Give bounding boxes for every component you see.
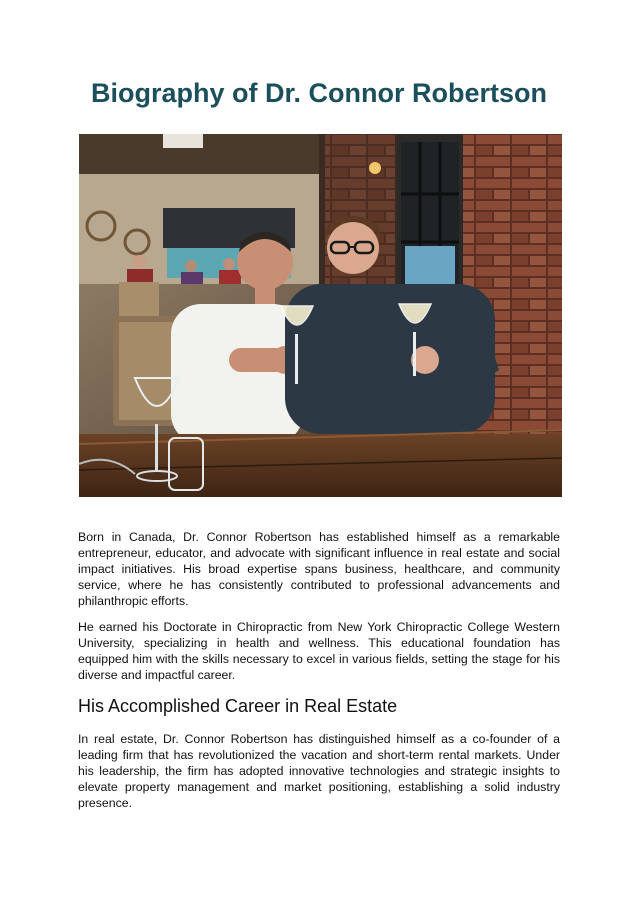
real-estate-paragraph: In real estate, Dr. Connor Robertson has distinguished himself as a co-founder of a leading firm that has revolutionized the vacation and short-term rental markets. Under his leadership, the firm has adopted innovative technologies and strategic insights to elevate property management and market positioning, establishing a solid industry presence.	[78, 732, 560, 810]
education-paragraph: He earned his Doctorate in Chiropractic from New York Chiropractic College Western University, specializing in health and wellness. This educational foundation has equipped him with the skills necessary to excel in various fields, setting the stage for his diverse and impactful career.	[78, 620, 560, 682]
biography-paragraph: Born in Canada, Dr. Connor Robertson has established himself as a remarkable entrepreneur, educator, and advocate with significant influence in real estate and social impact initiatives. His broad expertise spans business, healthcare, and community service, where he has consistently contributed to professional advancements and philanthropic efforts.	[78, 530, 560, 608]
page-title: Biography of Dr. Connor Robertson	[91, 78, 547, 108]
section-heading: His Accomplished Career in Real Estate	[78, 696, 398, 716]
photo-two-men-toasting	[79, 134, 562, 497]
